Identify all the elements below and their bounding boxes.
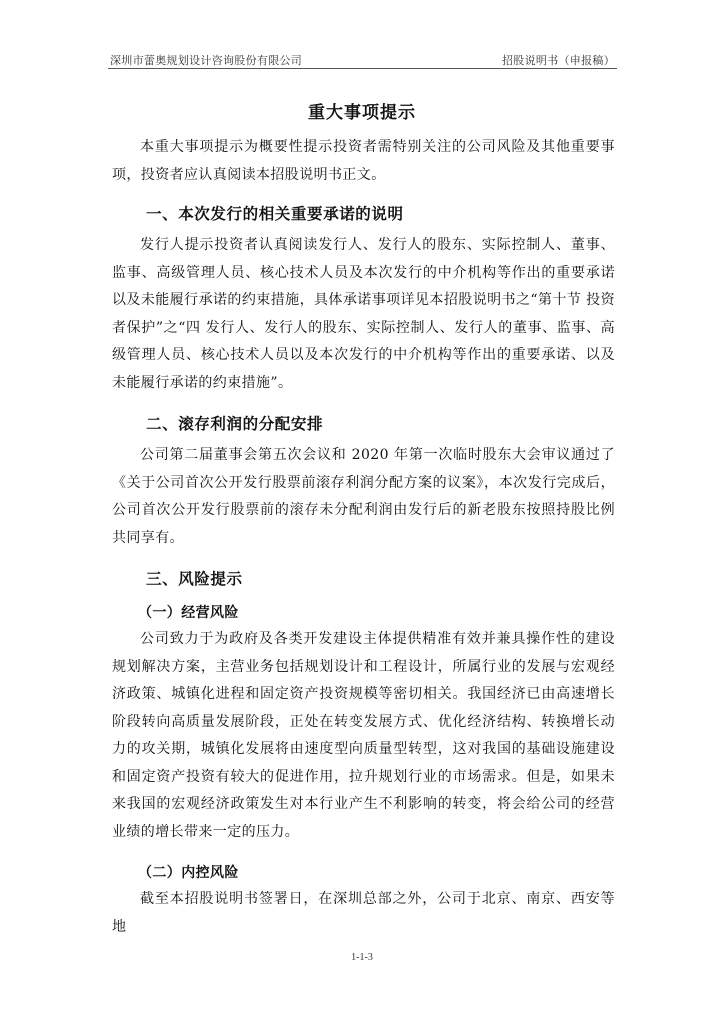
header-doc-type: 招股说明书（申报稿） (502, 54, 615, 67)
section-3-heading: 三、风险提示 (146, 570, 243, 588)
intro-paragraph: 本重大事项提示为概要性提示投资者需特别关注的公司风险及其他重要事项，投资者应认真阅读本招股说明书正文。 (112, 139, 615, 183)
section-3-sub-2-paragraph: 截至本招股说明书签署日，在深圳总部之外，公司于北京、南京、西安等地 (112, 891, 615, 935)
page-number: 1-1-3 (351, 952, 373, 963)
section-2-heading: 二、滚存利润的分配安排 (146, 415, 324, 433)
section-1-paragraph: 发行人提示投资者认真阅读发行人、发行人的股东、实际控制人、董事、监事、高级管理人员、核心技术人员及本次发行的中介机构等作出的重要承诺以及未能履行承诺的约束措施，具体承诺事项详见本招股说明书之“第十节 投资者保护”之“四 发行人、发行人的股东、实际控制人、发行人的董事、监事、高级管理人员、核心技术人员以及本次发行的中介机构等作出的重要承诺、以及未能履行承诺的约束措施”。 (112, 237, 615, 391)
header-company: 深圳市蕾奥规划设计咨询股份有限公司 (110, 54, 303, 67)
section-3-sub-2-heading: （二）内控风险 (138, 865, 239, 881)
section-2-paragraph: 公司第二届董事会第五次会议和 2020 年第一次临时股东大会审议通过了《关于公司首次公开发行股票前滚存利润分配方案的议案》，本次发行完成后，公司首次公开发行股票前的滚存未分配利润由发行后的新老股东按照持股比例共同享有。 (112, 447, 615, 546)
page-title: 重大事项提示 (308, 103, 416, 123)
section-1-heading: 一、本次发行的相关重要承诺的说明 (146, 205, 404, 223)
section-3-sub-1-paragraph: 公司致力于为政府及各类开发建设主体提供精准有效并兼具操作性的建设规划解决方案，主营业务包括规划设计和工程设计，所属行业的发展与宏观经济政策、城镇化进程和固定资产投资规模等密切相关。我国经济已由高速增长阶段转向高质量发展阶段，正处在转变发展方式、优化经济结构、转换增长动力的攻关期，城镇化发展将由速度型向质量型转型，这对我国的基础设施建设和固定资产投资有较大的促进作用，拉升规划行业的市场需求。但是，如果未来我国的宏观经济政策发生对本行业产生不利影响的转变，将会给公司的经营业绩的增长带来一定的压力。 (112, 631, 615, 840)
section-3-sub-1-heading: （一）经营风险 (138, 605, 239, 621)
page-header (110, 52, 615, 68)
header-divider (108, 68, 617, 69)
